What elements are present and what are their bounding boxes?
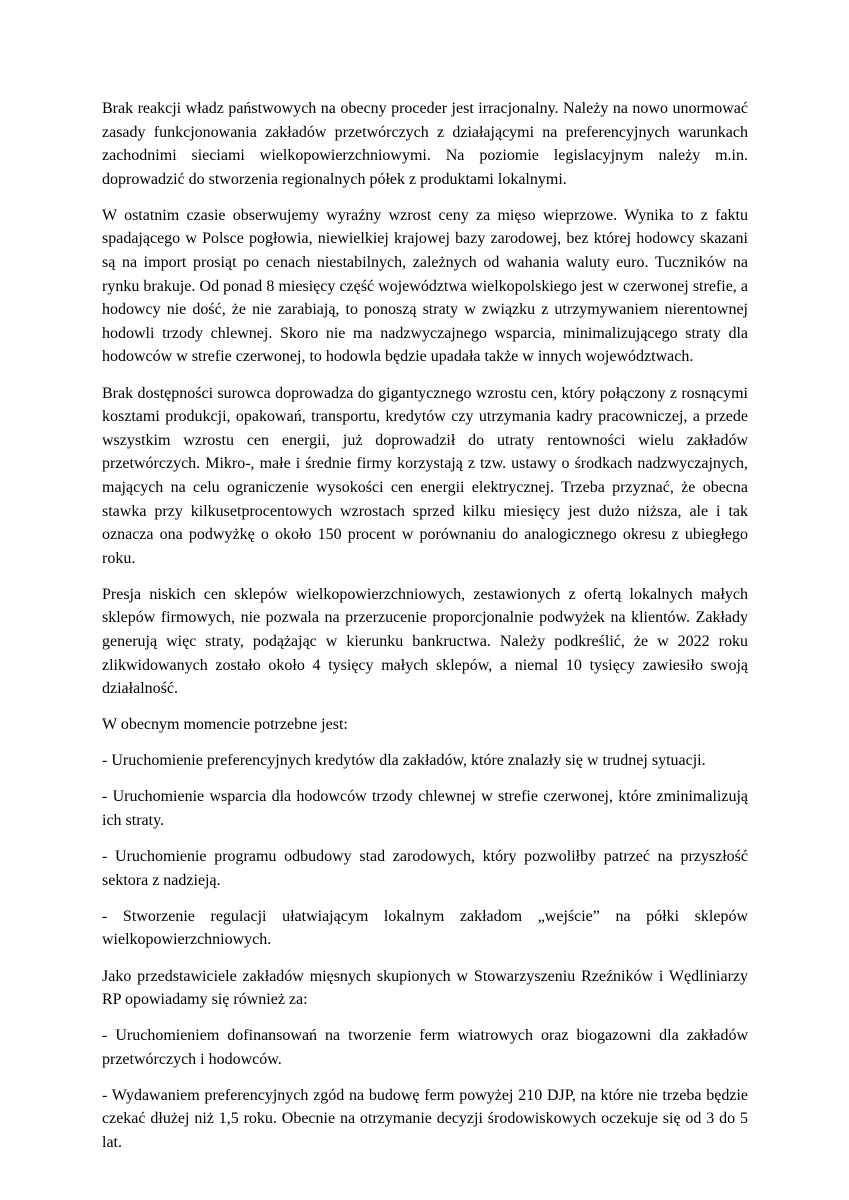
paragraph-raw-material-costs: Brak dostępności surowca doprowadza do gigantycznego wzrostu cen, który połączony z rosnącymi kosztami produkcji, opakowań, transportu, kredytów czy utrzymania kadry pracowniczej, a przede wszystkim wzrostu cen energii, już doprowadził do utraty rentowności wielu zakładów przetwórczych. Mikro-, małe i średnie firmy korzystają z tzw. ustawy o środkach nadzwyczajnych, mających na celu ograniczenie wysokości cen energii elektrycznej. Trzeba przyznać, że obecna stawka przy kilkusetprocentowych wzrostach sprzed kilku miesięcy jest dużo niższa, ale i tak oznacza ona podwyżkę o około 150 procent w porównaniu do analogicznego okresu z ubiegłego roku.	[102, 384, 748, 567]
paragraph-association-intro: Jako przedstawiciele zakładów mięsnych skupionych w Stowarzyszeniu Rzeźników i Wędliniarzy RP opowiadamy się również za:	[102, 967, 748, 1009]
paragraph-retail-price-pressure: Presja niskich cen sklepów wielkopowierzchniowych, zestawionych z ofertą lokalnych małych sklepów firmowych, nie pozwala na przerzucenie proporcjonalnie podwyżek na klientów. Zakłady generują więc straty, podążając w kierunku bankructwa. Należy podkreślić, że w 2022 roku zlikwidowanych zostało około 4 tysięcy małych sklepów, a niemal 10 tysięcy zawiesiło swoją działalność.	[102, 585, 748, 698]
paragraph-needs-intro: W obecnym momencie potrzebne jest:	[102, 716, 348, 734]
list-item-preferential-loans: - Uruchomienie preferencyjnych kredytów dla zakładów, które znalazły się w trudnej sytuacji.	[102, 752, 706, 770]
list-item-energy-funding: - Uruchomieniem dofinansowań na tworzenie ferm wiatrowych oraz biogazowni dla zakładów przetwórczych i hodowców.	[102, 1027, 748, 1068]
list-item-farm-permits: - Wydawaniem preferencyjnych zgód na budowę ferm powyżej 210 DJP, na które nie trzeba będzie czekać dłużej niż 1,5 roku. Obecnie na otrzymanie decyzji środowiskowych oczekuje się od 3 do 5 lat.	[102, 1086, 748, 1152]
list-item-breeding-herds-program: - Uruchomienie programu odbudowy stad zarodowych, który pozwoliłby patrzeć na przyszłość sektora z nadzieją.	[102, 848, 748, 889]
list-item-breeder-support: - Uruchomienie wsparcia dla hodowców trzody chlewnej w strefie czerwonej, które zminimalizują ich straty.	[102, 788, 748, 830]
list-item-shelf-access-regulation: - Stworzenie regulacji ułatwiającym lokalnym zakładom „wejście” na półki sklepów wielkopowierzchniowych.	[102, 907, 748, 949]
document-page	[102, 97, 748, 1155]
paragraph-state-reaction: Brak reakcji władz państwowych na obecny proceder jest irracjonalny. Należy na nowo unormować zasady funkcjonowania zakładów przetwórczych z działającymi na preferencyjnych warunkach zachodnimi sieciami wielkopowierzchniowymi. Na poziomie legislacyjnym należy m.in. doprowadzić do stworzenia regionalnych półek z produktami lokalnymi.	[102, 100, 748, 188]
paragraph-pork-prices: W ostatnim czasie obserwujemy wyraźny wzrost ceny za mięso wieprzowe. Wynika to z faktu spadającego w Polsce pogłowia, niewielkiej krajowej bazy zarodowej, bez której hodowcy skazani są na import prosiąt po cenach niestabilnych, zależnych od wahania waluty euro. Tuczników na rynku brakuje. Od ponad 8 miesięcy część województwa wielkopolskiego jest w czerwonej strefie, a hodowcy nie dość, że nie zarabiają, to ponoszą straty w związku z utrzymywaniem nierentownej hodowli trzody chlewnej. Skoro nie ma nadzwyczajnego wsparcia, minimalizującego straty dla hodowców w strefie czerwonej, to hodowla będzie upadała także w innych województwach.	[102, 206, 748, 366]
